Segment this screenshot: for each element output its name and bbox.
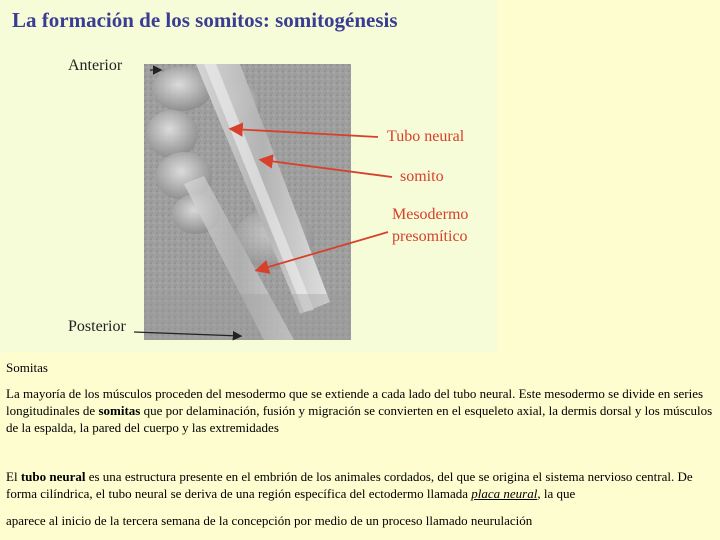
label-posterior: Posterior <box>68 318 126 335</box>
term-placa-neural: placa neural <box>471 486 538 501</box>
label-anterior: Anterior <box>68 57 123 74</box>
somito-arrow <box>262 160 392 177</box>
label-somito: somito <box>400 168 444 185</box>
paragraph-somitas-text-2: que por delaminación, fusión y migración se convierten en el esqueleto axial, la dermis dorsal y los músculos de la espalda, la pared del cuerpo y las extremidades <box>6 403 713 435</box>
paragraph-tubo-neural-text-3: , la que <box>537 486 576 501</box>
somitogenesis-figure <box>0 0 497 352</box>
term-somitas: somitas <box>98 403 141 418</box>
label-mesodermo-line2: presomítico <box>392 228 468 245</box>
tubo-neural-arrow <box>232 129 378 137</box>
term-tubo-neural: tubo neural <box>20 469 86 484</box>
paragraph-tubo-neural-text-2: es una estructura presente en el embrión de los animales cordados, del que se origina el sistema nervioso central. De forma cilíndrica, el tubo neural se deriva de una región específica del ectodermo llamada <box>6 469 693 501</box>
figure-caption: Somitas <box>6 360 48 375</box>
label-mesodermo-line1: Mesodermo <box>392 206 469 223</box>
posterior-arrow <box>134 332 240 336</box>
paragraph-tubo-neural-text-1: El <box>6 469 21 484</box>
paragraph-tubo-neural <box>6 468 714 502</box>
paragraph-neurulacion: aparece al inicio de la tercera semana de la concepción por medio de un proceso llamado neurulación <box>6 513 533 528</box>
mesodermo-arrow <box>258 232 388 270</box>
paragraph-somitas-text-1: La mayoría de los músculos proceden del mesodermo que se extiende a cada lado del tubo neural. Este mesodermo se divide en series longitudinales de <box>6 386 704 418</box>
label-tubo-neural: Tubo neural <box>387 128 465 145</box>
paragraph-somitas <box>6 385 714 436</box>
figure-title: La formación de los somitos: somitogénesis <box>12 8 398 32</box>
